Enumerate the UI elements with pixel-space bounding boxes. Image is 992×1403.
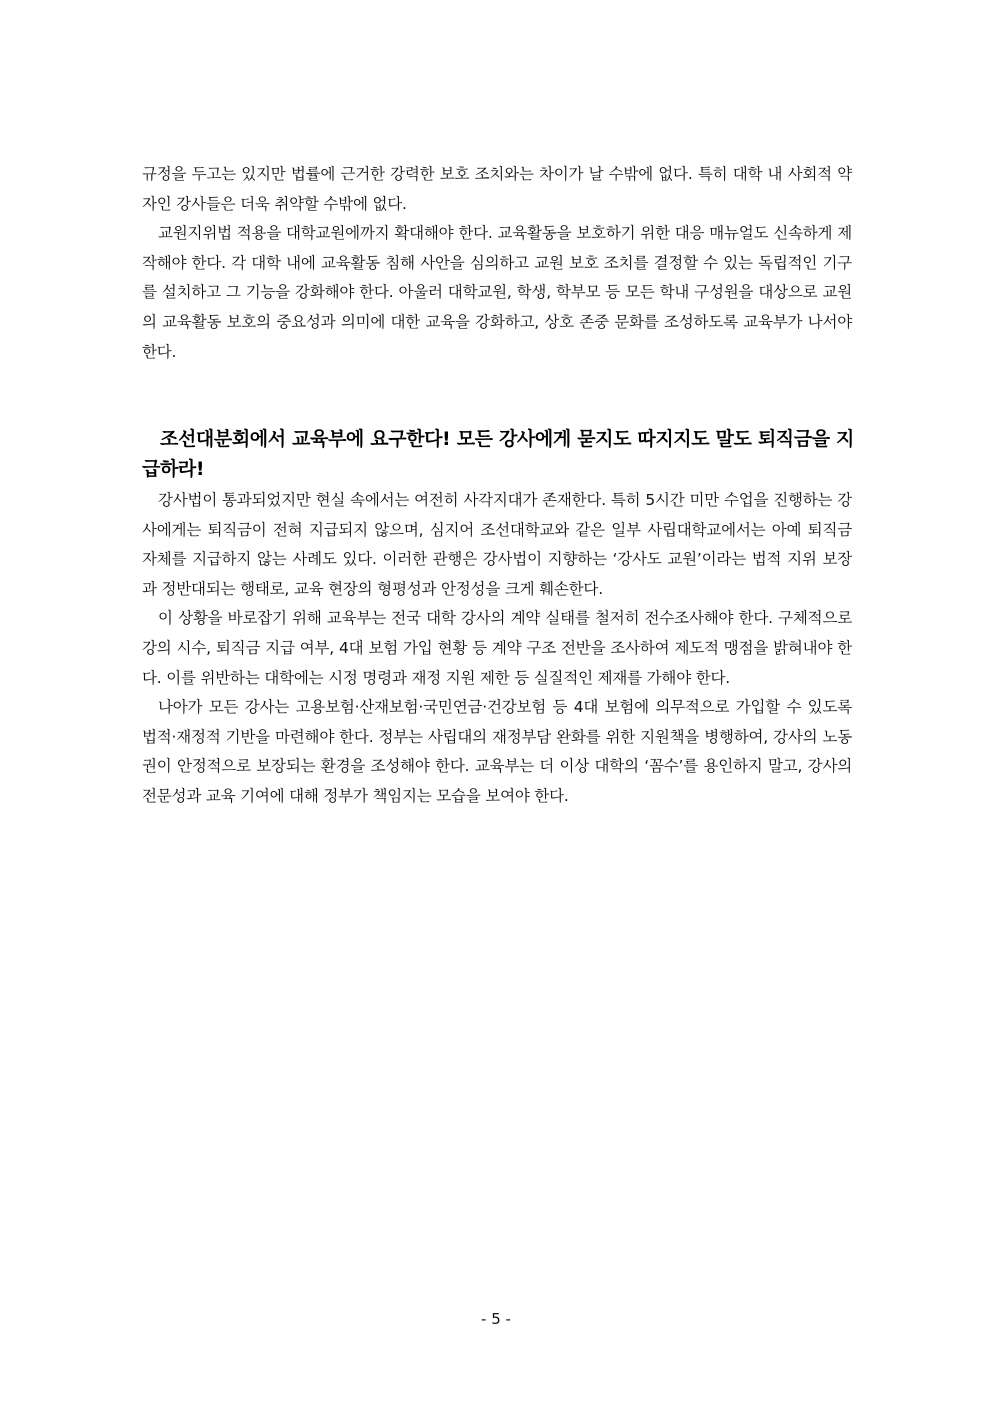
paragraph-social-insurance: 나아가 모든 강사는 고용보험·산재보험·국민연금·건강보험 등 4대 보험에 의무적으로 가입할 수 있도록 법적·재정적 기반을 마련해야 한다. 정부는 사립대의 재정부담 완화를 위한 지원책을 병행하여, 강사의 노동권이 안정적으로 보장되는 환경을 조성해야 한다. 교육부는 더 이상 대학의 ‘꼼수’를 용인하지 말고, 강사의 전문성과 교육 기여에 대해 정부가 책임지는 모습을 보여야 한다. [142, 698, 852, 805]
section-2-body [142, 486, 852, 812]
paragraph-severance-pay: 강사법이 통과되었지만 현실 속에서는 여전히 사각지대가 존재한다. 특히 5시간 미만 수업을 진행하는 강사에게는 퇴직금이 전혀 지급되지 않으며, 심지어 조선대학교와 같은 일부 사립대학교에서는 아예 퇴직금 자체를 지급하지 않는 사례도 있다. 이러한 관행은 강사법이 지향하는 ‘강사도 교원’이라는 법적 지위 보장과 정반대되는 행태로, 교육 현장의 형평성과 안정성을 크게 훼손한다. [142, 491, 852, 598]
paragraph-teacher-status-act: 교원지위법 적용을 대학교원에까지 확대해야 한다. 교육활동을 보호하기 위한 대응 매뉴얼도 신속하게 제작해야 한다. 각 대학 내에 교육활동 침해 사안을 심의하고 교원 보호 조치를 결정할 수 있는 독립적인 기구를 설치하고 그 기능을 강화해야 한다. 아울러 대학교원, 학생, 학부모 등 모든 학내 구성원을 대상으로 교원의 교육활동 보호의 중요성과 의미에 대한 교육을 강화하고, 상호 존중 문화를 조성하도록 교육부가 나서야 한다. [142, 224, 852, 361]
paragraph-continuation: 규정을 두고는 있지만 법률에 근거한 강력한 보호 조치와는 차이가 날 수밖에 없다. 특히 대학 내 사회적 약자인 강사들은 더욱 취약할 수밖에 없다. [142, 165, 852, 213]
page-number: - 5 - [481, 1310, 511, 1328]
paragraph-contract-survey: 이 상황을 바로잡기 위해 교육부는 전국 대학 강사의 계약 실태를 철저히 전수조사해야 한다. 구체적으로 강의 시수, 퇴직금 지급 여부, 4대 보험 가입 현황 등 계약 구조 전반을 조사하여 제도적 맹점을 밝혀내야 한다. 이를 위반하는 대학에는 시정 명령과 재정 지원 제한 등 실질적인 제재를 가해야 한다. [142, 609, 852, 687]
section-2-heading: 조선대분회에서 교육부에 요구한다! 모든 강사에게 묻지도 따지지도 말도 퇴직금을 지급하라! [142, 428, 854, 480]
section-1-body [142, 160, 852, 367]
